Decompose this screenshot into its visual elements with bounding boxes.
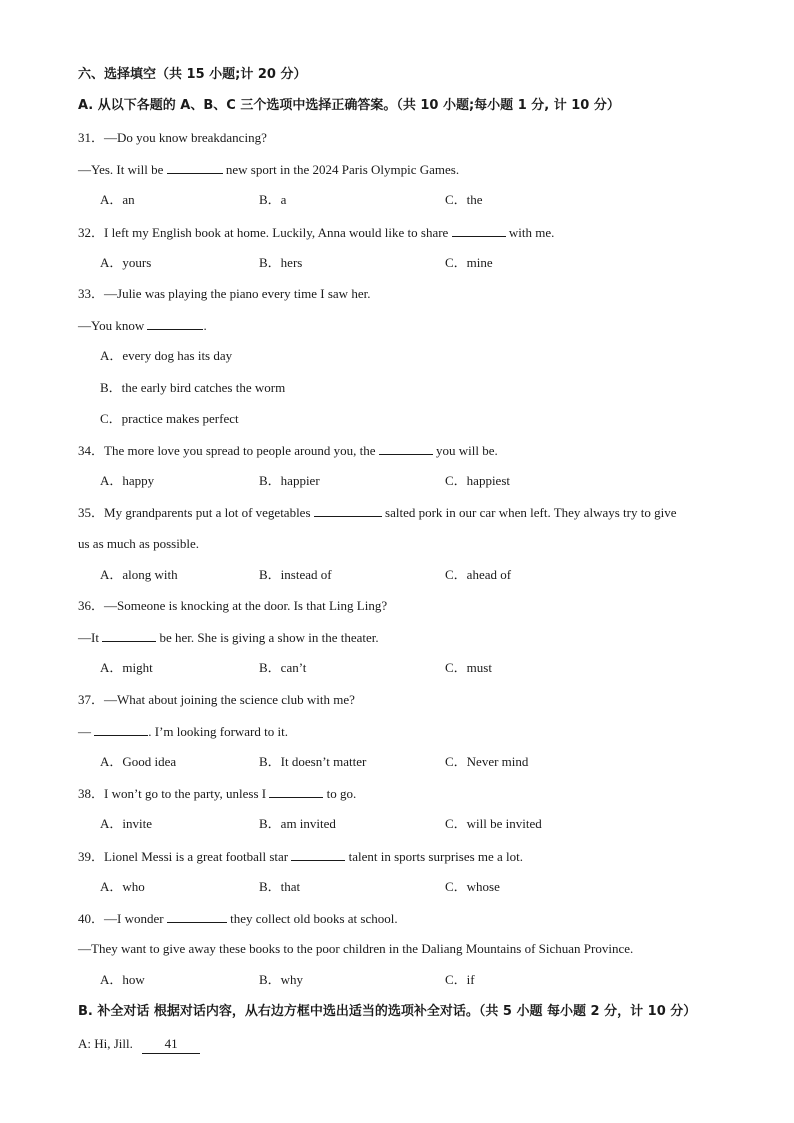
- question-number: 38．: [78, 786, 105, 801]
- q40-option-a[interactable]: A．how: [100, 972, 145, 987]
- q35-option-c[interactable]: C．ahead of: [445, 567, 512, 582]
- q32-option-a[interactable]: A．yours: [100, 255, 152, 270]
- part-a-instruction: A. 从以下各题的 A、B、C 三个选项中选择正确答案。（共 10 小题;每小题 1 分, 计 10 分）: [78, 98, 620, 113]
- answer-blank: [269, 784, 323, 798]
- q38-option-b[interactable]: B．am invited: [259, 816, 336, 831]
- question-number: 35．: [78, 505, 105, 520]
- answer-blank: [452, 223, 506, 237]
- q33-option-b[interactable]: B．the early bird catches the worm: [100, 380, 286, 395]
- answer-blank: [314, 503, 382, 517]
- question-33-line: —You know .: [78, 318, 207, 333]
- question-number: 32．: [78, 225, 105, 240]
- answer-blank: [94, 722, 148, 736]
- dialogue-blank-41[interactable]: 41: [142, 1035, 200, 1054]
- question-35-line: us as much as possible.: [78, 536, 199, 551]
- q39-option-b[interactable]: B．that: [259, 879, 301, 894]
- question-31-stem: 31．—Do you know breakdancing?: [78, 130, 267, 145]
- question-36-line: —It be her. She is giving a show in the theater.: [78, 630, 379, 645]
- q37-option-b[interactable]: B．It doesn’t matter: [259, 754, 367, 769]
- question-40-stem: 40．—I wonder they collect old books at school.: [78, 911, 398, 926]
- question-number: 40．: [78, 911, 105, 926]
- q37-option-c[interactable]: C．Never mind: [445, 754, 529, 769]
- answer-blank: [147, 316, 203, 330]
- q32-option-b[interactable]: B．hers: [259, 255, 303, 270]
- question-number: 39．: [78, 849, 105, 864]
- answer-blank: [379, 441, 433, 455]
- q31-option-b[interactable]: B．a: [259, 192, 287, 207]
- q34-option-a[interactable]: A．happy: [100, 473, 155, 488]
- q35-option-a[interactable]: A．along with: [100, 567, 178, 582]
- q39-option-a[interactable]: A．who: [100, 879, 145, 894]
- part-b-instruction: B. 补全对话 根据对话内容，从右边方框中选出适当的选项补全对话。（共 5 小题 每小题 2 分，计 10 分）: [78, 1004, 697, 1019]
- section-title: 六、选择填空（共 15 小题;计 20 分）: [78, 67, 307, 82]
- q40-option-c[interactable]: C．if: [445, 972, 475, 987]
- question-35-stem: 35．My grandparents put a lot of vegetables salted pork in our car when left. They always try to give: [78, 505, 677, 520]
- question-31-line: —Yes. It will be new sport in the 2024 Paris Olympic Games.: [78, 162, 460, 177]
- q36-option-a[interactable]: A．might: [100, 660, 153, 675]
- q34-option-c[interactable]: C．happiest: [445, 473, 510, 488]
- q35-option-b[interactable]: B．instead of: [259, 567, 332, 582]
- question-38-stem: 38．I won’t go to the party, unless I to go.: [78, 786, 357, 801]
- q36-option-b[interactable]: B．can’t: [259, 660, 307, 675]
- q31-option-c[interactable]: C．the: [445, 192, 483, 207]
- q38-option-c[interactable]: C．will be invited: [445, 816, 542, 831]
- question-37-stem: 37．—What about joining the science club with me?: [78, 692, 355, 707]
- answer-blank: [102, 628, 156, 642]
- q36-option-c[interactable]: C．must: [445, 660, 492, 675]
- q33-option-c[interactable]: C．practice makes perfect: [100, 411, 239, 426]
- answer-blank: [167, 909, 227, 923]
- q38-option-a[interactable]: A．invite: [100, 816, 152, 831]
- question-39-stem: 39．Lionel Messi is a great football star talent in sports surprises me a lot.: [78, 849, 524, 864]
- q39-option-c[interactable]: C．whose: [445, 879, 500, 894]
- answer-blank: [291, 847, 345, 861]
- q31-option-a[interactable]: A．an: [100, 192, 135, 207]
- q32-option-c[interactable]: C．mine: [445, 255, 493, 270]
- answer-blank: [167, 160, 223, 174]
- question-number: 37．: [78, 692, 105, 707]
- q40-option-b[interactable]: B．why: [259, 972, 304, 987]
- question-33-stem: 33．—Julie was playing the piano every time I saw her.: [78, 286, 371, 301]
- question-37-line: — . I’m looking forward to it.: [78, 724, 288, 739]
- question-number: 36．: [78, 598, 105, 613]
- question-number: 31．: [78, 130, 105, 145]
- question-number: 34．: [78, 443, 105, 458]
- q37-option-a[interactable]: A．Good idea: [100, 754, 177, 769]
- dialogue-line-1: A: Hi, Jill. 41: [78, 1035, 200, 1054]
- question-34-stem: 34．The more love you spread to people around you, the you will be.: [78, 443, 498, 458]
- question-36-stem: 36．—Someone is knocking at the door. Is that Ling Ling?: [78, 598, 388, 613]
- question-32-stem: 32．I left my English book at home. Luckily, Anna would like to share with me.: [78, 225, 555, 240]
- question-40-line: —They want to give away these books to the poor children in the Daliang Mountains of Sichuan Province.: [78, 941, 634, 956]
- q34-option-b[interactable]: B．happier: [259, 473, 320, 488]
- q33-option-a[interactable]: A．every dog has its day: [100, 348, 233, 363]
- question-number: 33．: [78, 286, 105, 301]
